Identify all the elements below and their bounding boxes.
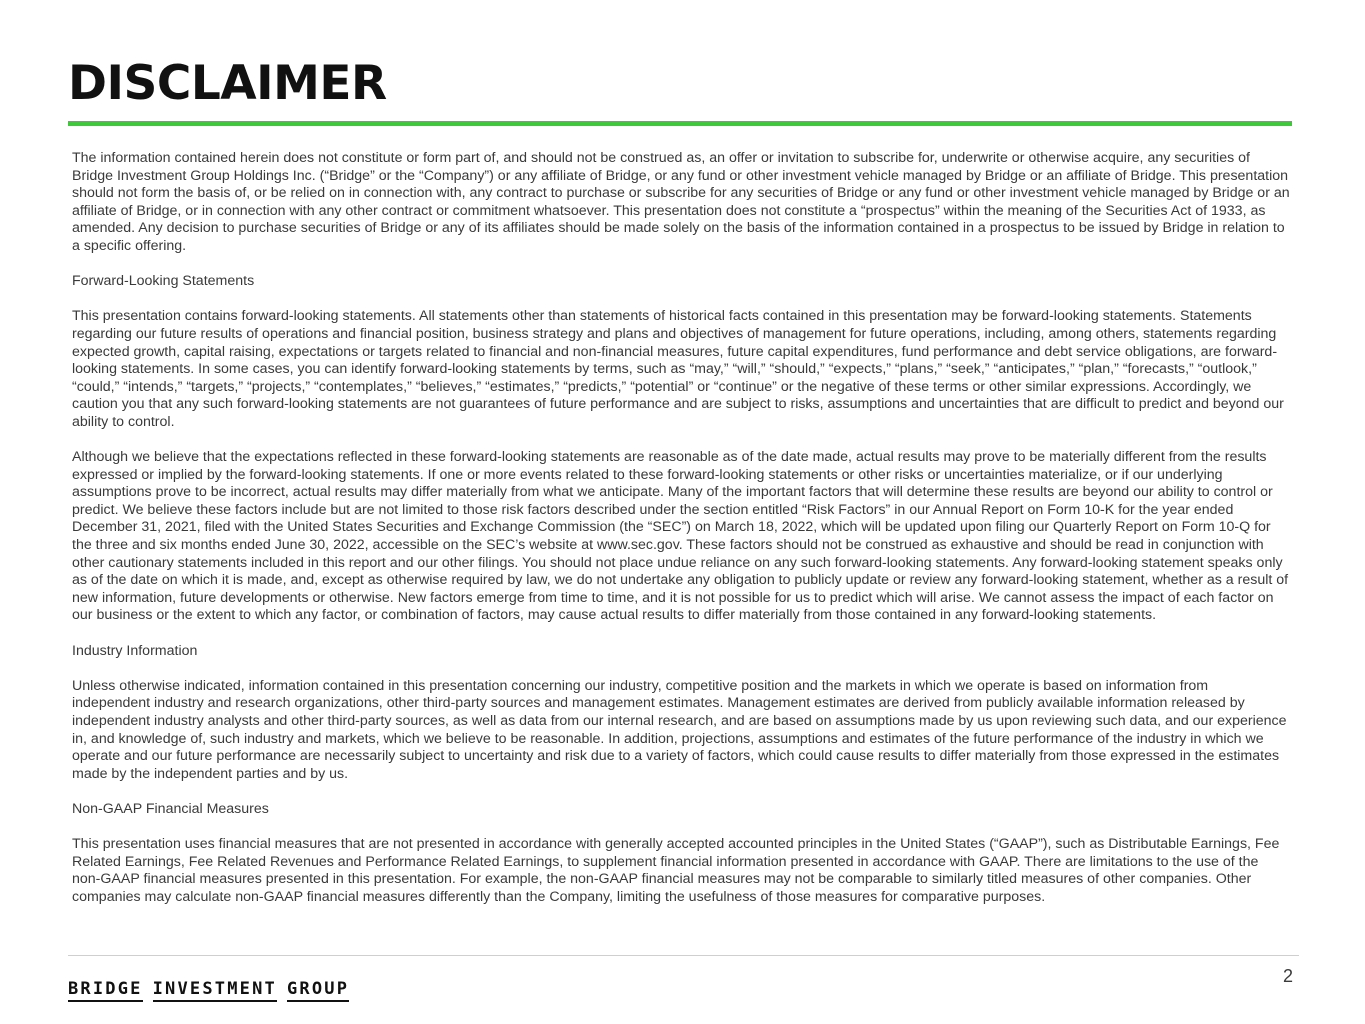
page-number: 2: [1283, 966, 1294, 986]
logo-word-bridge: BRIDGE: [68, 980, 143, 1002]
disclaimer-body: [72, 150, 1290, 924]
title-accent-rule: [68, 121, 1292, 126]
page-title: DISCLAIMER: [68, 56, 387, 111]
section-heading-non-gaap: Non-GAAP Financial Measures: [72, 800, 269, 817]
logo-word-group: GROUP: [287, 980, 349, 1002]
non-gaap-paragraph: This presentation uses financial measures that are not presented in accordance with generally accepted accounted principles in the United States (“GAAP”), such as Distributable Earnings, Fee Related Earnings, Fee Related Revenues and Performance Related Earnings, to supplement financial information presented in accordance with GAAP. There are limitations to the use of the non-GAAP financial measures presented in this presentation. For example, the non-GAAP financial measures may not be comparable to similarly titled measures of other companies. Other companies may calculate non-GAAP financial measures differently than the Company, limiting the usefulness of those measures for comparative purposes.: [72, 836, 1280, 905]
industry-paragraph: Unless otherwise indicated, information contained in this presentation concerning our industry, competitive position and the markets in which we operate is based on information from independent industry and research organizations, other third-party sources and management estimates. Management estimates are derived from publicly available information released by independent industry analysts and other third-party sources, as well as data from our internal research, and are based on assumptions made by us upon reviewing such data, and our experience in, and knowledge of, such industry and markets, which we believe to be reasonable. In addition, projections, assumptions and estimates of the future performance of the industry in which we operate and our future performance are necessarily subject to uncertainty and risk due to a variety of factors, which could cause results to differ materially from those expressed in the estimates made by the independent parties and by us.: [72, 677, 1287, 782]
bridge-investment-group-logo: [68, 980, 349, 1002]
section-heading-industry: Industry Information: [72, 642, 198, 659]
intro-paragraph: The information contained herein does not constitute or form part of, and should not be construed as, an offer or invitation to subscribe for, underwrite or otherwise acquire, any securities of Bridge Investment Group Holdings Inc. (“Bridge” or the “Company”) or any affiliate of Bridge, or any fund or other investment vehicle managed by Bridge or an affiliate of Bridge. This presentation should not form the basis of, or be relied on in connection with, any contract to purchase or subscribe for any securities of Bridge or any fund or other investment vehicle managed by Bridge or an affiliate of Bridge, or in connection with any other contract or commitment whatsoever. This presentation does not constitute a “prospectus” within the meaning of the Securities Act of 1933, as amended. Any decision to purchase securities of Bridge or any of its affiliates should be made solely on the basis of the information contained in a prospectus to be issued by Bridge in relation to a specific offering.: [72, 150, 1290, 254]
section-heading-forward-looking: Forward-Looking Statements: [72, 273, 255, 290]
forward-looking-paragraph-1: This presentation contains forward-looking statements. All statements other than statements of historical facts contained in this presentation may be forward-looking statements. Statements regarding our future results of operations and financial position, business strategy and plans and objectives of management for future operations, including, among others, statements regarding expected growth, capital raising, expectations or targets related to financial and non-financial measures, future capital expenditures, fund performance and debt service obligations, are forward-looking statements. In some cases, you can identify forward-looking statements by terms, such as “may,” “will,” “should,” “expects,” “plans,” “seek,” “anticipates,” “plan,” “forecasts,” “outlook,” “could,” “intends,” “targets,” “projects,” “contemplates,” “believes,” “estimates,” “predicts,” “potential” or “continue” or the negative of these terms or other similar expressions. Accordingly, we caution you that any such forward-looking statements are not guarantees of future performance and are subject to risks, assumptions and uncertainties that are difficult to predict and beyond our ability to control.: [72, 308, 1284, 430]
footer-divider: [68, 955, 1299, 956]
forward-looking-paragraph-2: Although we believe that the expectations reflected in these forward-looking statements are reasonable as of the date made, actual results may prove to be materially different from the results expressed or implied by the forward-looking statements. If one or more events related to these forward-looking statements or other risks or uncertainties materialize, or if our underlying assumptions prove to be incorrect, actual results may differ materially from what we anticipate. Many of the important factors that will determine these results are beyond our ability to control or predict. We believe these factors include but are not limited to those risk factors described under the section entitled “Risk Factors” in our Annual Report on Form 10-K for the year ended December 31, 2021, filed with the United States Securities and Exchange Commission (the “SEC”) on March 18, 2022, which will be updated upon filing our Quarterly Report on Form 10-Q for the three and six months ended June 30, 2022, accessible on the SEC’s website at www.sec.gov. These factors should not be construed as exhaustive and should be read in conjunction with other cautionary statements included in this report and our other filings. You should not place undue reliance on any such forward-looking statements. Any forward-looking statement speaks only as of the date on which it is made, and, except as otherwise required by law, we do not undertake any obligation to publicly update or review any forward-looking statement, whether as a result of new information, future developments or otherwise. New factors emerge from time to time, and it is not possible for us to predict which will arise. We cannot assess the impact of each factor on our business or the extent to which any factor, or combination of factors, may cause actual results to differ materially from those contained in any forward-looking statements.: [72, 449, 1289, 624]
logo-word-investment: INVESTMENT: [153, 980, 277, 1002]
